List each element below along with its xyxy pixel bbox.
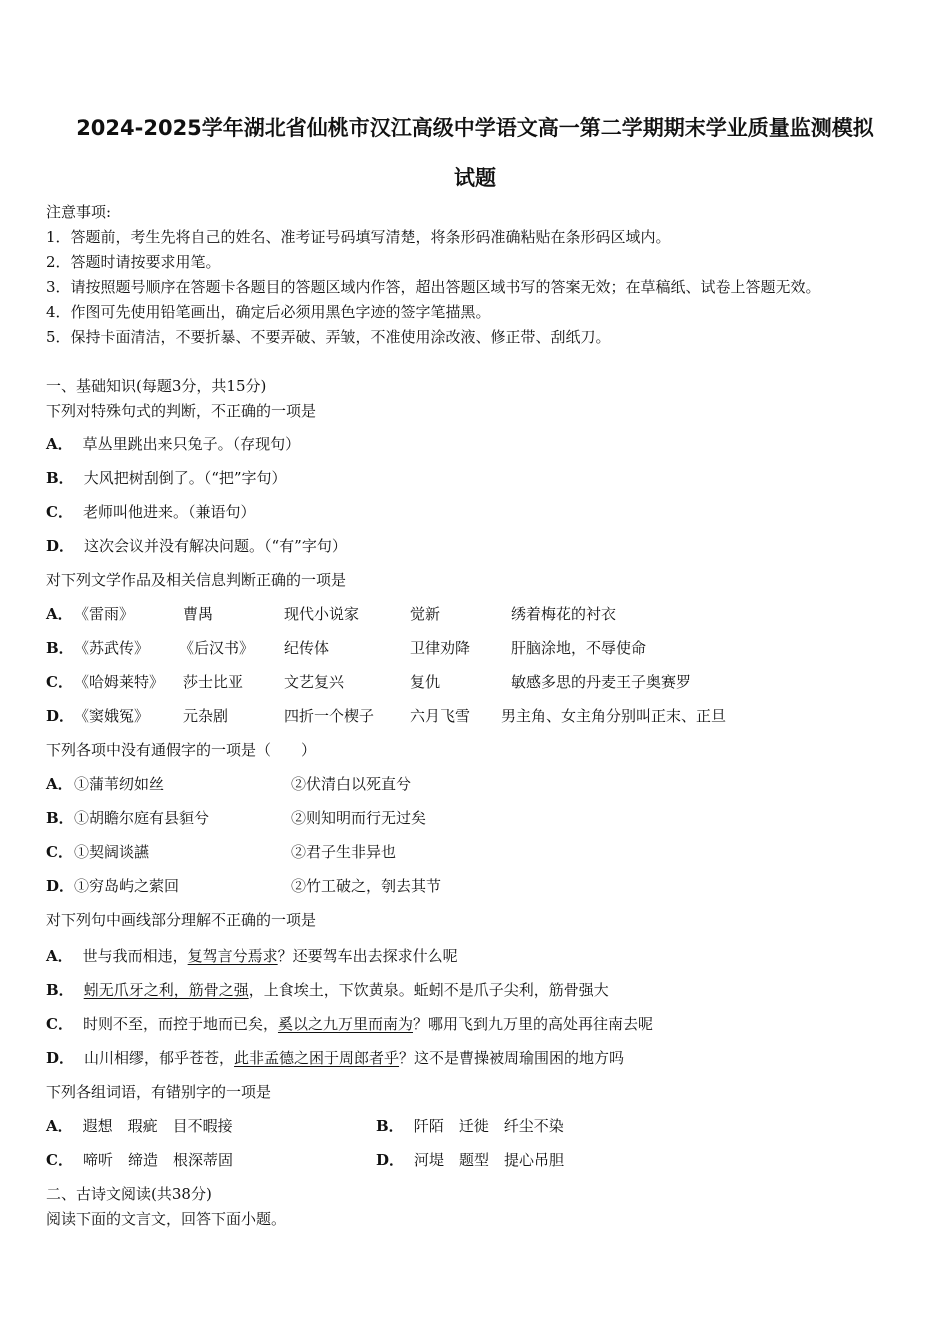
- work-title: 《窦娥冤》: [74, 707, 150, 725]
- description: 绣着梅花的衬衣: [511, 605, 617, 623]
- option-b: B． 大风把树刮倒了。（“把”字句）: [46, 469, 287, 487]
- sentence-one: ①蒲苇纫如丝: [74, 775, 165, 793]
- genre: 现代小说家: [284, 605, 360, 623]
- option-letter: C．: [46, 843, 73, 861]
- underlined-phrase: 奚以之九万里而南为: [277, 1015, 413, 1033]
- work-title: 《雷雨》: [74, 605, 135, 623]
- genre: 纪传体: [284, 639, 330, 657]
- sentence-two: ②君子生非异也: [291, 843, 397, 861]
- underlined-phrase: 此非孟德之困于周郎者乎: [234, 1049, 400, 1067]
- section-heading: 二、古诗文阅读(共38分): [46, 1185, 212, 1203]
- detail: 卫律劝降: [410, 639, 471, 657]
- detail: 六月飞雪: [410, 707, 471, 725]
- author: 莎士比亚: [183, 673, 244, 691]
- sentence-two: ②伏清白以死直兮: [291, 775, 412, 793]
- exam-title-continued: 试题: [454, 166, 496, 190]
- underlined-phrase: 蚓无爪牙之利，筋骨之强: [83, 981, 249, 999]
- option-b: B． 蚓无爪牙之利，筋骨之强，上食埃土，下饮黄泉。蚯蚓不是爪子尖利，筋骨强大: [46, 981, 609, 999]
- underlined-phrase: 复驾言兮焉求: [187, 947, 278, 965]
- notice-item: 1．答题前，考生先将自己的姓名、准考证号码填写清楚，将条形码准确粘贴在条形码区域内。: [46, 228, 671, 246]
- question-stem: 下列对特殊句式的判断，不正确的一项是: [46, 402, 317, 420]
- notice-item: 2．答题时请按要求用笔。: [46, 253, 221, 271]
- option-a: A． 世与我而相违，复驾言兮焉求？还要驾车出去探求什么呢: [46, 947, 458, 965]
- reading-instruction: 阅读下面的文言文，回答下面小题。: [46, 1210, 287, 1228]
- exam-title: 2024-2025学年湖北省仙桃市汉江高级中学语文高一第二学期期末学业质量监测模拟: [76, 116, 874, 140]
- section-heading: 一、基础知识(每题3分，共15分): [46, 377, 267, 395]
- description: 男主角、女主角分别叫正末、正旦: [501, 707, 727, 725]
- option-letter: D．: [46, 707, 75, 725]
- option-letter: B．: [46, 639, 74, 657]
- description: 肝脑涂地，不辱使命: [511, 639, 647, 657]
- option-d: D． 山川相缪，郁乎苍苍，此非孟德之困于周郎者乎？这不是曹操被周瑜围困的地方吗: [46, 1049, 625, 1067]
- sentence-two: ②竹工破之，刳去其节: [291, 877, 442, 895]
- option-letter: C．: [46, 673, 73, 691]
- question-stem: 下列各组词语，有错别字的一项是: [46, 1083, 272, 1101]
- option-letter: B．: [46, 809, 74, 827]
- notice-item: 5．保持卡面清洁，不要折暴、不要弄破、弄皱，不准使用涂改液、修正带、刮纸刀。: [46, 328, 611, 346]
- detail: 复仇: [410, 673, 441, 691]
- work-title: 《苏武传》: [74, 639, 150, 657]
- genre: 文艺复兴: [284, 673, 345, 691]
- author: 曹禺: [183, 605, 214, 623]
- option-letter: A．: [46, 775, 73, 793]
- question-stem: 对下列文学作品及相关信息判断正确的一项是: [46, 571, 347, 589]
- option-c: C． 老师叫他进来。（兼语句）: [46, 503, 256, 521]
- sentence-one: ①胡瞻尔庭有县貆兮: [74, 809, 210, 827]
- question-stem: 下列各项中没有通假字的一项是（ ）: [46, 741, 317, 759]
- notice-item: 4．作图可先使用铅笔画出，确定后必须用黑色字迹的签字笔描黑。: [46, 303, 491, 321]
- option-a: A． 草丛里跳出来只兔子。（存现句）: [46, 435, 301, 453]
- option-a: A． 遐想 瑕疵 目不暇接: [46, 1117, 233, 1135]
- notice-heading: 注意事项:: [46, 203, 112, 221]
- question-stem: 对下列句中画线部分理解不正确的一项是: [46, 911, 317, 929]
- work-title: 《哈姆莱特》: [74, 673, 165, 691]
- author: 《后汉书》: [179, 639, 255, 657]
- option-c: C． 啼听 缔造 根深蒂固: [46, 1151, 233, 1169]
- option-letter: D．: [46, 877, 75, 895]
- sentence-one: ①契阔谈讌: [74, 843, 150, 861]
- description: 敏感多思的丹麦王子奥赛罗: [511, 673, 692, 691]
- option-d: D． 这次会议并没有解决问题。（“有”字句）: [46, 537, 347, 555]
- option-b: B． 阡陌 迁徙 纤尘不染: [376, 1117, 564, 1135]
- author: 元杂剧: [183, 707, 229, 725]
- option-c: C． 时则不至，而控于地而已矣，奚以之九万里而南为？哪用飞到九万里的高处再往南去呢: [46, 1015, 653, 1033]
- detail: 觉新: [410, 605, 441, 623]
- sentence-two: ②则知明而行无过矣: [291, 809, 427, 827]
- sentence-one: ①穷岛屿之萦回: [74, 877, 180, 895]
- option-letter: A．: [46, 605, 73, 623]
- option-d: D． 河堤 题型 提心吊胆: [376, 1151, 565, 1169]
- notice-item: 3．请按照题号顺序在答题卡各题目的答题区域内作答，超出答题区域书写的答案无效；在草稿纸、试卷上答题无效。: [46, 278, 821, 296]
- genre: 四折一个楔子: [284, 707, 375, 725]
